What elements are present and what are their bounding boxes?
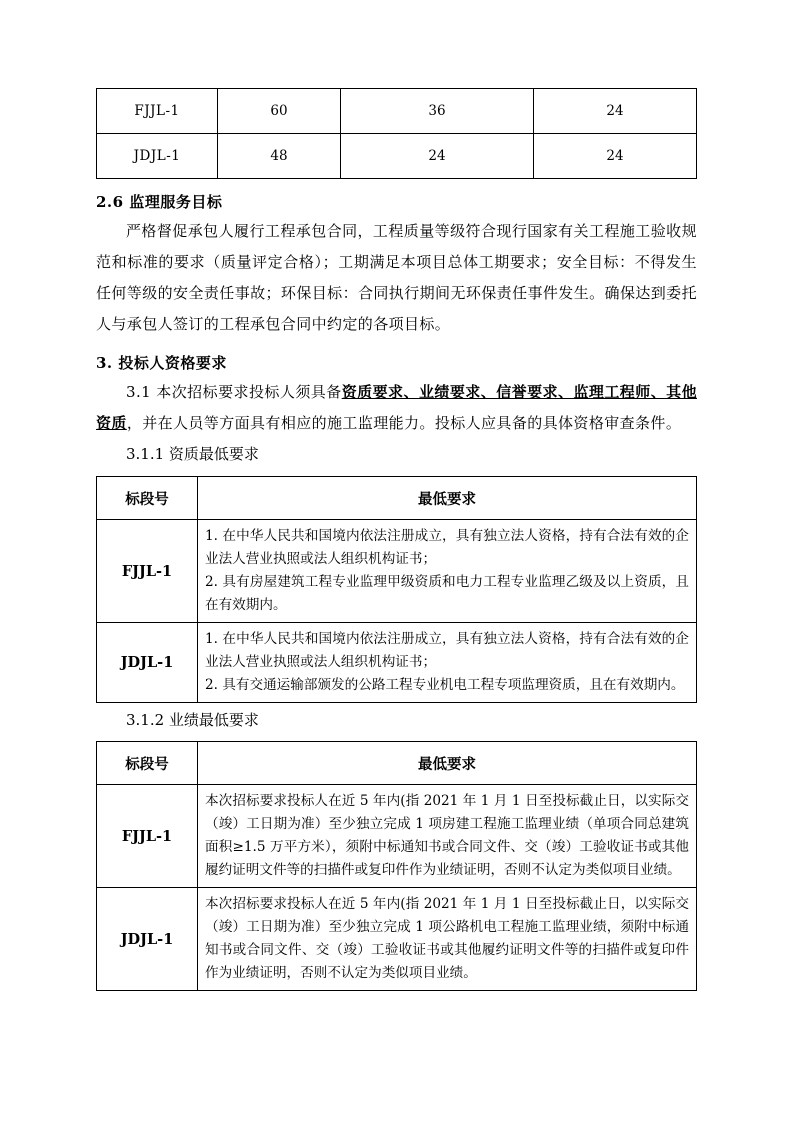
section-heading-3: 3. 投标人资格要求 (96, 354, 227, 372)
table-cell-segment: JDJL-1 (97, 623, 198, 703)
table-header-row (97, 742, 697, 785)
para-suffix: ，并在人员等方面具有相应的施工监理能力。投标人应具备的具体资格审查条件。 (126, 414, 682, 432)
requirement-line: 1. 在中华人民共和国境内依法注册成立，具有独立法人资格，持有合法有效的企业法人营业执照或法人组织机构证书； (205, 631, 689, 670)
requirement-line: 1. 在中华人民共和国境内依法注册成立，具有独立法人资格，持有合法有效的企业法人营业执照或法人组织机构证书； (205, 528, 689, 567)
table-cell-value: 48 (218, 134, 341, 179)
requirement-line: 2. 具有交通运输部颁发的公路工程专业机电工程专项监理资质，且在有效期内。 (205, 677, 685, 693)
table-row (97, 520, 697, 623)
para-prefix: 3.1 本次招标要求投标人须具备 (126, 383, 342, 401)
table-row (97, 888, 697, 991)
table-row (97, 89, 697, 134)
subsection-3-1-1-label: 3.1.1 资质最低要求 (126, 445, 259, 463)
table-cell-value: 24 (341, 134, 534, 179)
table-cell-value: 24 (534, 134, 697, 179)
table-row (97, 623, 697, 703)
performance-table (96, 741, 697, 991)
table-cell-segment: FJJL-1 (97, 785, 198, 888)
table-cell-segment: JDJL-1 (97, 134, 218, 179)
table-cell-value: 36 (341, 89, 534, 134)
duration-table (96, 88, 697, 179)
section-3-1-paragraph (96, 377, 697, 439)
table-cell-value: 24 (534, 89, 697, 134)
section-heading-2-6: 2.6 监理服务目标 (96, 193, 223, 211)
table-cell-segment: FJJL-1 (97, 89, 218, 134)
requirement-line: 2. 具有房屋建筑工程专业监理甲级资质和电力工程专业监理乙级及以上资质，且在有效期内。 (205, 574, 689, 613)
table-cell-requirement (198, 623, 697, 703)
subsection-3-1-2-label: 3.1.2 业绩最低要求 (126, 711, 259, 729)
table-cell-value: 60 (218, 89, 341, 134)
para-underlined-requirements: 资质要求、业绩要求、信誉要求、监理工程师、其他资质 (96, 383, 697, 432)
section-2-6-paragraph: 严格督促承包人履行工程承包合同，工程质量等级符合现行国家有关工程施工验收规范和标准的要求（质量评定合格）；工期满足本项目总体工期要求；安全目标：不得发生任何等级的安全责任事故；环保目标：合同执行期间无环保责任事件发生。确保达到委托人与承包人签订的工程承包合同中约定的各项目标。 (96, 222, 697, 333)
column-header-requirement: 最低要求 (198, 742, 697, 785)
table-cell-requirement: 本次招标要求投标人在近 5 年内(指 2021 年 1 月 1 日至投标截止日，以实际交（竣）工日期为准）至少独立完成 1 项房建工程施工监理业绩（单项合同总建筑面积≥1.5 万平方米），须附中标通知书或合同文件、交（竣）工验收证书或其他履约证明文件等的扫描件或复印件作为业绩证明，否则不认定为类似项目业绩。 (198, 785, 697, 888)
table-row (97, 134, 697, 179)
column-header-requirement: 最低要求 (198, 477, 697, 520)
table-cell-requirement (198, 520, 697, 623)
column-header-segment: 标段号 (97, 742, 198, 785)
table-header-row (97, 477, 697, 520)
column-header-segment: 标段号 (97, 477, 198, 520)
table-cell-segment: JDJL-1 (97, 888, 198, 991)
table-cell-requirement: 本次招标要求投标人在近 5 年内(指 2021 年 1 月 1 日至投标截止日，以实际交（竣）工日期为准）至少独立完成 1 项公路机电工程施工监理业绩，须附中标通知书或合同文件、交（竣）工验收证书或其他履约证明文件等的扫描件或复印件作为业绩证明，否则不认定为类似项目业绩。 (198, 888, 697, 991)
qualification-table (96, 476, 697, 703)
table-cell-segment: FJJL-1 (97, 520, 198, 623)
table-row (97, 785, 697, 888)
